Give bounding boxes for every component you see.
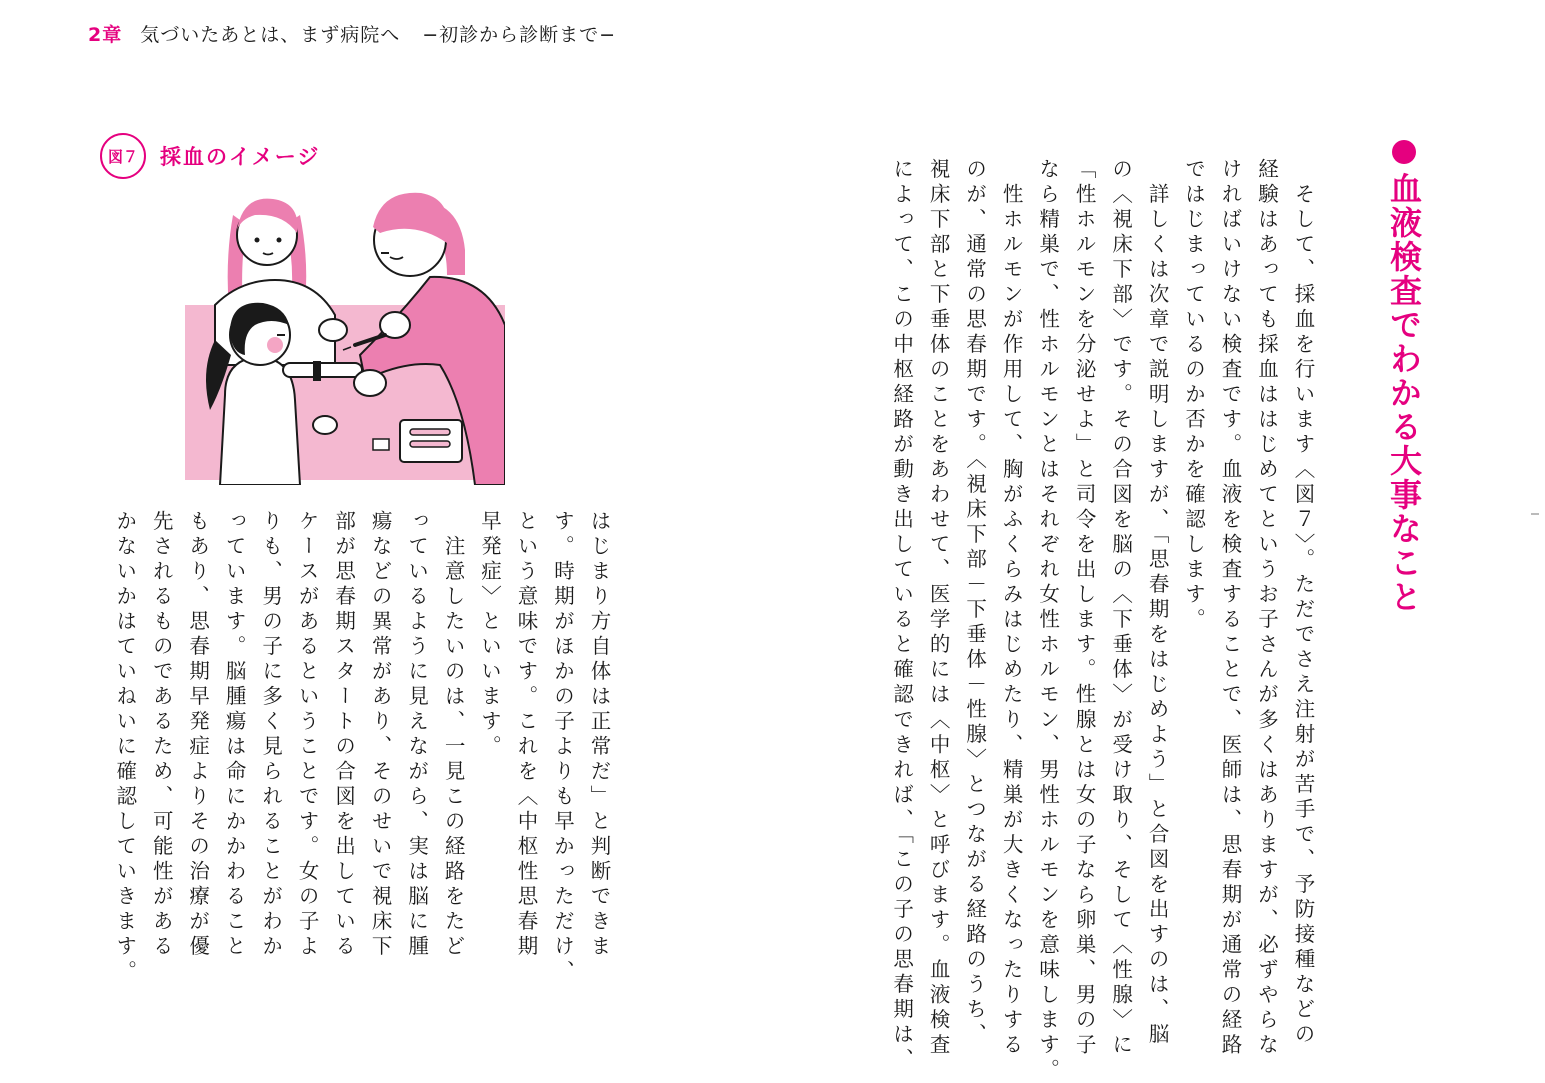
blood-draw-illustration — [185, 185, 505, 485]
chapter-title: 気づいたあとは、まず病院へ — [140, 24, 401, 46]
cotton-pad — [373, 439, 389, 450]
section-heading-text: 血液検査でわかる大事なこと — [1385, 172, 1423, 614]
section-heading — [1381, 140, 1427, 614]
running-head — [88, 20, 616, 47]
figure-badge: 図７ — [100, 133, 146, 179]
chapter-subtitle: −初診から診断まで− — [422, 24, 617, 46]
body-text-right-page: そして、採血を行います〈図７〉。ただでさえ注射が苦手で、予防接種などの 経験はあっても採血ははじめてというお子さんが多くはありますが、必ずやらな ければいけない検査です。血液を検査することで、医師は、思春期が通常の経路 ではじまっているのか否かを確認します。 詳しくは次章で説明しますが、「思春期をはじめよう」と合図を出すのは、脳 の〈視床下部〉です。その合図を脳の〈下垂体〉が受け取り、そして〈性腺〉に 「性ホルモンを分泌せよ」と司令を出します。性腺とは女の子なら卵巣、男の子 なら精巣で、性ホルモンとはそれぞれ女性ホルモン、男性ホルモンを意味します。 性ホルモンが作用して、胸がふくらみはじめたり、精巣が大きくなったりする のが、通常の思春期です。〈視床下部－下垂体－性腺〉とつながる経路のうち、 視床下部と下垂体のことをあわせて、医学的には〈中枢〉と呼びます。血液検査 によって、この中枢経路が動き出していると確認できれば、「この子の思春期は、 — [889, 158, 1315, 1083]
body-text-left-page: はじまり方自体は正常だ」と判断できま す。時期がほかの子よりも早かっただけ、 という意味です。これを〈中枢性思春期 早発症〉といいます。 注意したいのは、一見この経路をたど っているように見えながら、実は脳に腫 瘍などの異常があり、そのせいで視床下 部が思春期スタートの合図を出している ケースがあるということです。女の子よ りも、男の子に多く見られることがわか っています。脳腫瘍は命にかかわること もあり、思春期早発症よりその治療が優 先されるものであるため、可能性がある かないかはていねいに確認していきます。 — [112, 510, 611, 986]
chapter-number: 2章 — [88, 24, 123, 46]
heading-bullet-icon — [1392, 140, 1416, 164]
figure-title: 採血のイメージ — [160, 145, 321, 169]
figure-caption — [100, 133, 320, 179]
page-edge-mark — [1531, 513, 1539, 515]
